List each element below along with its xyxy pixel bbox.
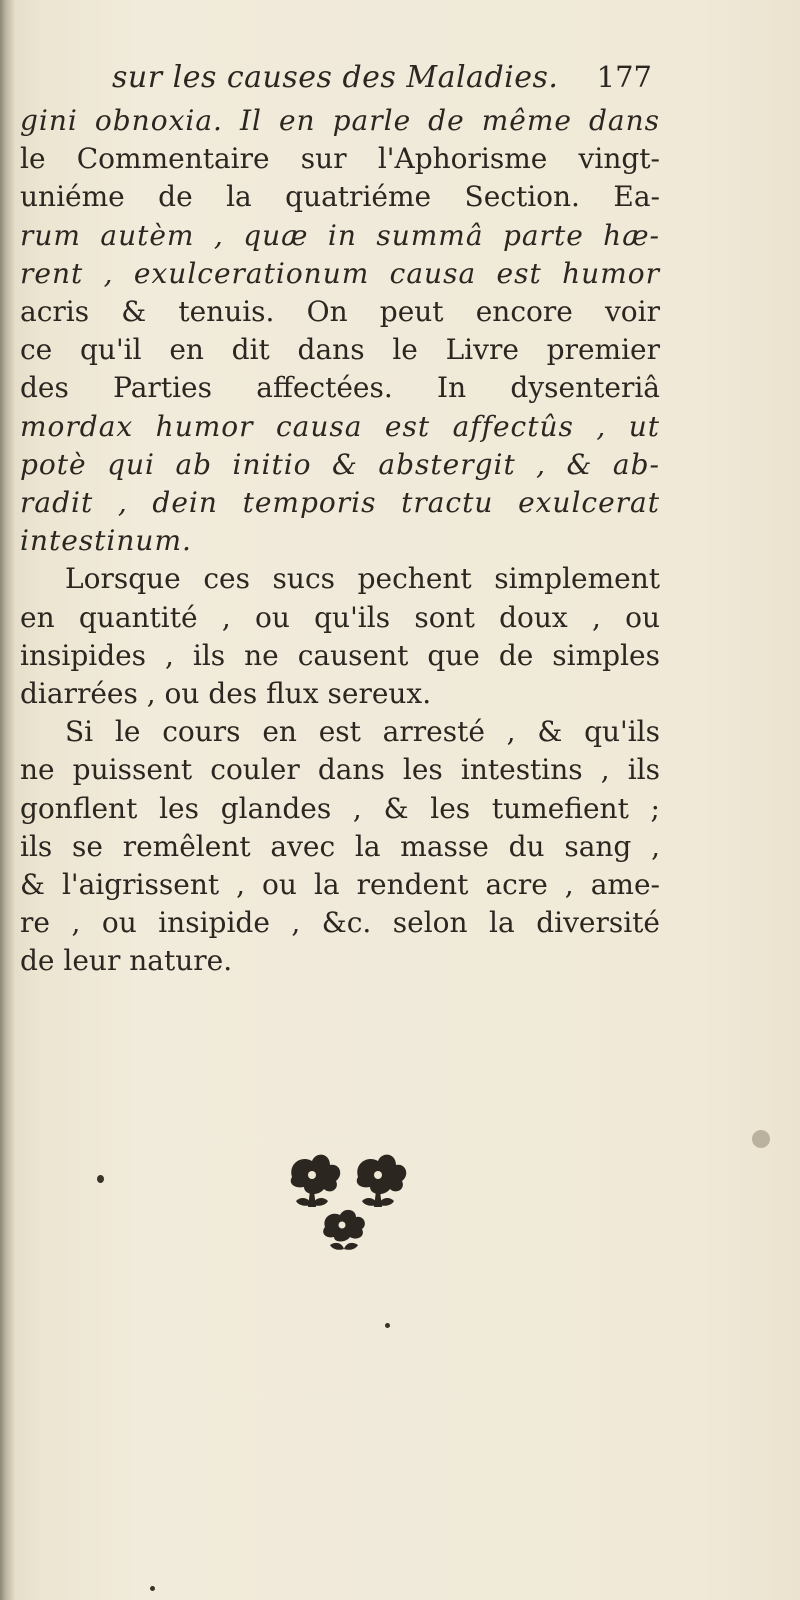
text-line: Si le cours en est arresté , & qu'ils (65, 715, 660, 749)
text-line: re , ou insipide , &c. selon la diversité (20, 906, 660, 940)
ink-speck (97, 1175, 104, 1183)
page-gutter (0, 0, 14, 1600)
latin-phrase: gini obnoxia. Il en parle de même dans (20, 104, 660, 137)
text-line: ils se remêlent avec la masse du sang , (20, 829, 660, 863)
text-line: radit , dein temporis tractu exulcerat (20, 486, 660, 520)
text-line: le Commentaire sur l'Aphorisme vingt- (20, 142, 660, 176)
text-line: potè qui ab initio & abstergit , & ab- (20, 447, 660, 481)
text-line: & l'aigrissent , ou la rendent acre , ame- (20, 868, 660, 902)
text-line: intestinum. (20, 524, 192, 558)
body-text (20, 102, 660, 981)
page-number: 177 (596, 60, 652, 94)
text-line (20, 102, 660, 140)
running-title: sur les causes des Maladies. (112, 60, 559, 95)
text-line: ce qu'il en dit dans le Livre premier (20, 333, 660, 367)
text-line: gonflent les glandes , & les tumefient ; (20, 791, 660, 825)
text-line: acris & tenuis. On peut encore voir (20, 295, 660, 329)
foxing-spot (752, 1130, 770, 1148)
text-line: ne puissent couler dans les intestins , ils (20, 753, 660, 787)
fleuron-ornament (280, 1145, 420, 1255)
text-line: en quantité , ou qu'ils sont doux , ou (20, 600, 660, 634)
text-line: uniéme de la quatriéme Section. Ea- (20, 180, 660, 214)
text-line: mordax humor causa est affectûs , ut (20, 409, 660, 443)
text-line: diarrées , ou des flux sereux. (20, 677, 432, 711)
ink-speck (385, 1323, 390, 1328)
page-header (112, 60, 652, 104)
text-line: de leur nature. (20, 944, 233, 978)
text-line: Lorsque ces sucs pechent simplement (65, 562, 660, 596)
ink-speck (150, 1586, 155, 1591)
text-line: rum autèm , quæ in summâ parte hæ- (20, 218, 660, 252)
text-line: rent , exulcerationum causa est humor (20, 256, 660, 290)
text-line: des Parties affectées. In dysenteriâ (20, 371, 660, 405)
text-line: insipides , ils ne causent que de simples (20, 638, 660, 672)
